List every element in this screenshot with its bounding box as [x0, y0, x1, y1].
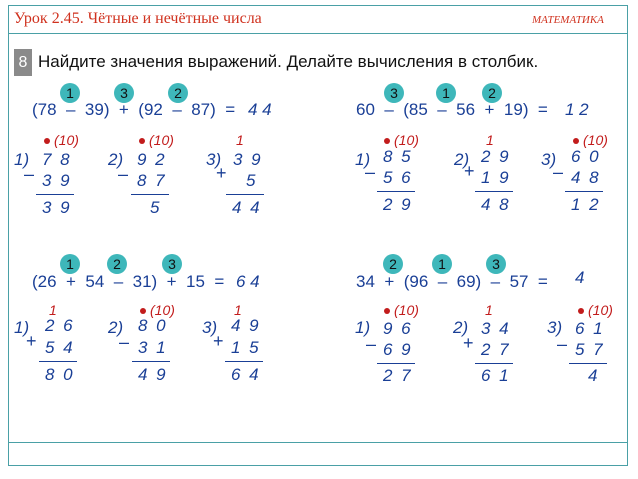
borrow-dot	[44, 138, 50, 144]
result-line	[226, 194, 264, 195]
order-circle: 2	[107, 254, 127, 274]
borrow-mark: (10)	[583, 132, 608, 148]
subject-label: МАТЕМАТИКА	[532, 14, 604, 26]
addend: 3 4	[481, 319, 511, 338]
expression-answer: 4	[575, 268, 585, 287]
step-result: 8 0	[45, 365, 75, 384]
carry-mark: 1	[485, 302, 493, 318]
header-divider	[8, 33, 628, 34]
result-line	[39, 361, 77, 362]
step-result: 6 1	[481, 366, 511, 385]
order-circle: 2	[383, 254, 403, 274]
step-result: 4 9	[138, 365, 168, 384]
subtrahend: 3 1	[138, 338, 168, 357]
expression: (78 – 39) + (92 – 87) =	[32, 100, 236, 119]
addend: 2 9	[481, 147, 511, 166]
addend: 5 4	[45, 338, 75, 357]
borrow-mark: (10)	[54, 132, 79, 148]
lesson-title: Урок 2.45. Чётные и нечётные числа	[14, 10, 262, 27]
result-line	[377, 191, 415, 192]
step-result: 1 2	[571, 195, 601, 214]
order-circle: 2	[168, 83, 188, 103]
minus-sign: –	[365, 162, 376, 182]
minuend: 6 0	[571, 147, 601, 166]
step-label: 3)	[202, 318, 218, 337]
footer-divider	[8, 442, 628, 443]
subtrahend: 8 7	[137, 171, 167, 190]
result-line	[569, 363, 607, 364]
addend: 1 5	[231, 338, 261, 357]
addend: 3 9	[233, 150, 263, 169]
borrow-mark: (10)	[150, 302, 175, 318]
plus-sign: +	[26, 331, 37, 351]
step-label: 2)	[108, 318, 124, 337]
expression: (26 + 54 – 31) + 15 =	[32, 272, 225, 291]
result-line	[225, 361, 263, 362]
order-circle: 1	[436, 83, 456, 103]
borrow-mark: (10)	[394, 132, 419, 148]
expression-answer: 6 4	[236, 272, 260, 291]
result-line	[132, 361, 170, 362]
result-line	[377, 363, 415, 364]
carry-mark: 1	[486, 132, 494, 148]
subtrahend: 4 8	[571, 168, 601, 187]
step-result: 4 8	[481, 195, 511, 214]
step-label: 3)	[206, 150, 222, 169]
minus-sign: –	[119, 332, 130, 352]
carry-mark: 1	[234, 302, 242, 318]
subtrahend: 5 7	[575, 340, 605, 359]
step-label: 2)	[454, 150, 470, 169]
step-result: 5	[150, 198, 162, 217]
result-line	[36, 194, 74, 195]
slide-frame	[8, 5, 628, 466]
minus-sign: –	[366, 334, 377, 354]
plus-sign: +	[463, 333, 474, 353]
plus-sign: +	[216, 163, 227, 183]
order-circle: 2	[482, 83, 502, 103]
borrow-dot	[139, 138, 145, 144]
minuend: 8 0	[138, 316, 168, 335]
minuend: 9 6	[383, 319, 413, 338]
order-circle: 1	[432, 254, 452, 274]
borrow-dot	[573, 138, 579, 144]
step-label: 1)	[355, 318, 371, 337]
result-line	[475, 191, 513, 192]
order-circle: 1	[60, 83, 80, 103]
subtrahend: 5 6	[383, 168, 413, 187]
expression-answer: 1 2	[565, 100, 589, 119]
expression: 60 – (85 – 56 + 19) =	[356, 100, 548, 119]
order-circle: 3	[486, 254, 506, 274]
step-label: 3)	[541, 150, 557, 169]
order-circle: 3	[384, 83, 404, 103]
order-circle: 1	[60, 254, 80, 274]
task-instruction: Найдите значения выражений. Делайте вычисления в столбик.	[38, 52, 539, 71]
step-result: 4 4	[232, 198, 262, 217]
plus-sign: +	[213, 331, 224, 351]
minus-sign: –	[553, 162, 564, 182]
step-result: 4	[588, 366, 600, 385]
addend: 2 7	[481, 340, 511, 359]
step-label: 3)	[547, 318, 563, 337]
borrow-dot	[578, 308, 584, 314]
result-line	[475, 363, 513, 364]
borrow-mark: (10)	[394, 302, 419, 318]
minuend: 9 2	[137, 150, 167, 169]
borrow-dot	[384, 308, 390, 314]
addend: 1 9	[481, 168, 511, 187]
addend: 2 6	[45, 316, 75, 335]
minus-sign: –	[24, 164, 35, 184]
step-label: 1)	[14, 150, 30, 169]
addend: 5	[246, 171, 258, 190]
subtrahend: 3 9	[42, 171, 72, 190]
expression: 34 + (96 – 69) – 57 =	[356, 272, 548, 291]
result-line	[565, 191, 603, 192]
carry-mark: 1	[236, 132, 244, 148]
minus-sign: –	[118, 164, 129, 184]
minuend: 7 8	[42, 150, 72, 169]
step-result: 3 9	[42, 198, 72, 217]
task-number: 8	[14, 49, 32, 76]
step-label: 1)	[14, 318, 30, 337]
minuend: 8 5	[383, 147, 413, 166]
borrow-mark: (10)	[149, 132, 174, 148]
subtrahend: 6 9	[383, 340, 413, 359]
step-label: 2)	[453, 318, 469, 337]
step-label: 1)	[355, 150, 371, 169]
minuend: 6 1	[575, 319, 605, 338]
carry-mark: 1	[49, 302, 57, 318]
expression-answer: 4 4	[248, 100, 272, 119]
borrow-dot	[140, 308, 146, 314]
step-result: 6 4	[231, 365, 261, 384]
step-result: 2 9	[383, 195, 413, 214]
order-circle: 3	[114, 83, 134, 103]
addend: 4 9	[231, 316, 261, 335]
step-result: 2 7	[383, 366, 413, 385]
borrow-mark: (10)	[588, 302, 613, 318]
step-label: 2)	[108, 150, 124, 169]
order-circle: 3	[162, 254, 182, 274]
minus-sign: –	[557, 334, 568, 354]
borrow-dot	[384, 138, 390, 144]
result-line	[131, 194, 169, 195]
plus-sign: +	[464, 161, 475, 181]
